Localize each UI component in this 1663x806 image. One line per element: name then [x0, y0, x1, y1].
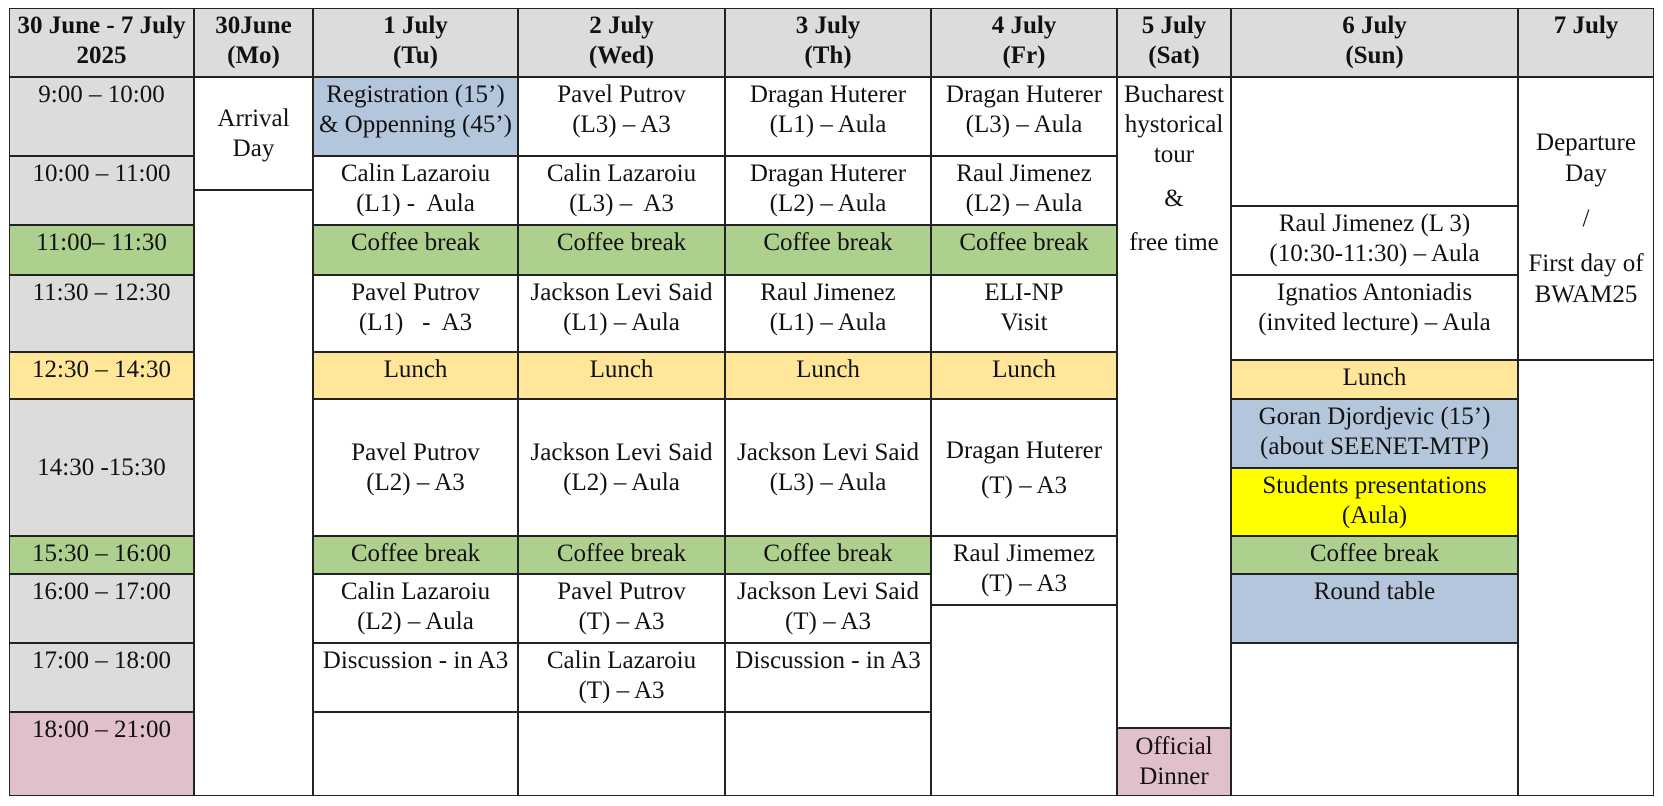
- departure-day-line: [1583, 189, 1589, 203]
- session-lecture-line: Raul Jimenez (L 3): [1278, 210, 1471, 237]
- header-day-3july-line: (Th): [804, 42, 852, 69]
- session-roundtable-label: Round table: [1313, 578, 1436, 605]
- header-day-30june-line: 30June: [215, 12, 292, 39]
- session-lecture: [1231, 275, 1518, 360]
- lunch-break: [725, 352, 931, 399]
- session-lecture-line: Dragan Huterer: [945, 81, 1103, 108]
- time-slot: [9, 352, 194, 399]
- header-day-5july: [1117, 8, 1231, 77]
- excursion-tour-line: tour: [1153, 141, 1195, 168]
- coffee-break: [725, 536, 931, 574]
- session-tutorial-line: (T) – A3: [578, 677, 665, 704]
- excursion-tour-line: Bucharest: [1124, 81, 1224, 108]
- coffee-break-label: Coffee break: [959, 229, 1089, 256]
- time-slot: [9, 225, 194, 275]
- session-tutorial: [518, 643, 725, 712]
- arrival-day-line: Day: [232, 134, 275, 162]
- arrival-day: [194, 77, 313, 190]
- coffee-break: [1231, 536, 1518, 574]
- session-lecture-line: Jackson Levi Said: [530, 279, 713, 306]
- session-tutorial-line: Raul Jimemez: [952, 540, 1096, 567]
- lunch-break: [313, 352, 518, 399]
- session-lecture-line: (L2) – A3: [366, 468, 465, 496]
- session-lecture-line: Jackson Levi Said: [530, 438, 713, 466]
- lunch-break-label: Lunch: [992, 356, 1056, 383]
- coffee-break-label: Coffee break: [763, 229, 893, 256]
- departure-day-line: Departure: [1536, 129, 1636, 156]
- session-roundtable: [1231, 574, 1518, 643]
- empty-slot: [1231, 643, 1518, 796]
- session-discussion: [313, 643, 518, 712]
- session-tutorial: [931, 399, 1117, 536]
- arrival-day-line: Arrival: [217, 104, 290, 132]
- session-lecture-line: (10:30-11:30) – Aula: [1269, 240, 1480, 267]
- time-slot-label: 9:00 – 10:00: [38, 81, 165, 108]
- session-lecture: [931, 156, 1117, 225]
- time-slot: [9, 275, 194, 352]
- session-lecture: [518, 275, 725, 352]
- header-day-6july: [1231, 8, 1518, 77]
- session-lecture-line: (L3) – A3: [572, 111, 671, 138]
- session-tutorial: [931, 536, 1117, 605]
- session-tutorial: [725, 574, 931, 643]
- session-visit-line: ELI-NP: [984, 279, 1064, 306]
- time-slot: [9, 399, 194, 536]
- session-lecture: [725, 156, 931, 225]
- session-lecture: [518, 399, 725, 536]
- time-slot-label: 11:30 – 12:30: [32, 279, 171, 306]
- coffee-break: [313, 536, 518, 574]
- header-day-6july-line: (Sun): [1345, 42, 1404, 69]
- excursion-tour-line: &: [1164, 185, 1184, 212]
- empty-slot: [1231, 77, 1518, 206]
- lunch-break-label: Lunch: [796, 356, 860, 383]
- departure-day-line: BWAM25: [1534, 281, 1638, 308]
- header-day-5july-line: 5 July: [1141, 12, 1207, 39]
- session-lecture-line: (L1) - A3: [358, 309, 473, 336]
- header-day-4july-line: (Fr): [1002, 42, 1046, 69]
- session-lecture-line: Dragan Huterer: [749, 160, 907, 187]
- header-day-30june-line: (Mo): [227, 42, 280, 69]
- session-talk-line: Goran Djordjevic (15’): [1258, 403, 1491, 430]
- header-day-2july-line: (Wed): [588, 42, 655, 69]
- header-period-line: 2025: [76, 42, 127, 69]
- session-lecture: [313, 399, 518, 536]
- time-slot-label: 11:00– 11:30: [36, 229, 167, 256]
- header-day-1july: [313, 8, 518, 77]
- session-tutorial-line: Jackson Levi Said: [737, 578, 919, 605]
- session-registration-line: Registration (15’): [326, 81, 505, 108]
- coffee-break: [518, 225, 725, 275]
- header-day-1july-line: (Tu): [393, 42, 438, 69]
- session-talk: [1231, 399, 1518, 468]
- time-slot-label: 15:30 – 16:00: [32, 540, 171, 567]
- time-slot: [9, 574, 194, 643]
- session-lecture-line: (L3) – Aula: [965, 111, 1083, 138]
- official-dinner-line: Dinner: [1139, 763, 1209, 790]
- header-day-4july: [931, 8, 1117, 77]
- lunch-break-label: Lunch: [1342, 364, 1407, 391]
- session-lecture: [725, 275, 931, 352]
- session-lecture-line: Ignatios Antoniadis: [1276, 279, 1473, 306]
- excursion-tour-line: [1171, 214, 1177, 228]
- session-lecture-line: Pavel Putrov: [557, 81, 686, 108]
- session-visit: [931, 275, 1117, 352]
- session-lecture: [518, 77, 725, 156]
- lunch-break: [931, 352, 1117, 399]
- header-day-30june: [194, 8, 313, 77]
- lunch-break: [1231, 360, 1518, 399]
- lunch-break-label: Lunch: [383, 356, 448, 383]
- session-lecture-line: Pavel Putrov: [351, 438, 480, 466]
- session-lecture: [725, 77, 931, 156]
- coffee-break: [313, 225, 518, 275]
- session-lecture-line: (L2) – Aula: [563, 468, 680, 496]
- official-dinner: [1117, 728, 1231, 796]
- session-lecture: [313, 275, 518, 352]
- session-registration-line: & Oppenning (45’): [318, 111, 513, 138]
- lunch-break: [518, 352, 725, 399]
- session-lecture-line: (L1) – Aula: [563, 309, 680, 336]
- session-lecture-line: (L3) – A3: [569, 190, 674, 217]
- session-discussion-label: Discussion - in A3: [735, 647, 921, 674]
- empty-slot: [518, 712, 725, 796]
- session-lecture-line: (invited lecture) – Aula: [1258, 309, 1491, 336]
- coffee-break-label: Coffee break: [763, 540, 893, 567]
- excursion-tour: [1117, 77, 1231, 728]
- session-tutorial-line: (T) – A3: [980, 570, 1068, 597]
- session-lecture-line: Pavel Putrov: [351, 279, 480, 306]
- coffee-break: [931, 225, 1117, 275]
- coffee-break-label: Coffee break: [350, 540, 481, 567]
- session-tutorial: [518, 574, 725, 643]
- session-lecture-line: (L2) – Aula: [769, 190, 887, 217]
- session-students-line: Students presentations: [1262, 472, 1487, 499]
- coffee-break: [725, 225, 931, 275]
- session-lecture-line: Calin Lazaroiu: [340, 160, 491, 187]
- header-period-line: 30 June - 7 July: [17, 12, 186, 39]
- session-tutorial-line: (T) – A3: [784, 608, 872, 635]
- session-discussion-label: Discussion - in A3: [322, 647, 509, 674]
- time-slot-label: 18:00 – 21:00: [32, 716, 171, 743]
- session-lecture-line: (L2) – Aula: [357, 608, 474, 635]
- coffee-break: [518, 536, 725, 574]
- session-lecture: [313, 574, 518, 643]
- departure-day-line: Day: [1565, 160, 1607, 187]
- session-lecture-line: Raul Jimenez: [956, 160, 1092, 187]
- session-lecture-line: (L2) – Aula: [965, 190, 1083, 217]
- session-lecture-line: (L1) - Aula: [356, 190, 475, 217]
- coffee-break-label: Coffee break: [556, 540, 687, 567]
- session-lecture-line: Jackson Levi Said: [737, 438, 919, 466]
- header-day-6july-line: 6 July: [1342, 12, 1407, 39]
- time-slot-label: 16:00 – 17:00: [32, 578, 171, 605]
- session-lecture: [518, 156, 725, 225]
- empty-slot: [313, 712, 518, 796]
- time-slot-label: 17:00 – 18:00: [32, 647, 171, 674]
- departure-day-line: [1583, 234, 1589, 248]
- session-lecture-line: (L3) – Aula: [769, 468, 887, 496]
- session-lecture: [1231, 206, 1518, 275]
- coffee-break-label: Coffee break: [350, 229, 481, 256]
- departure-day-column: [1518, 360, 1654, 796]
- header-day-7july-line: 7 July: [1553, 12, 1619, 39]
- official-dinner-line: Official: [1135, 733, 1213, 760]
- session-students-line: (Aula): [1341, 502, 1408, 529]
- time-slot-label: 10:00 – 11:00: [32, 160, 171, 187]
- time-slot-label: 12:30 – 14:30: [32, 356, 171, 383]
- departure-day-line: First day of: [1528, 250, 1644, 277]
- time-slot: [9, 712, 194, 796]
- session-lecture-line: (L1) – Aula: [769, 309, 887, 336]
- departure-day: [1518, 77, 1654, 360]
- coffee-break-label: Coffee break: [1309, 540, 1440, 567]
- header-day-2july: [518, 8, 725, 77]
- session-tutorial-line: (T) – A3: [980, 471, 1068, 499]
- header-period: [9, 8, 194, 77]
- excursion-tour-line: hystorical: [1124, 111, 1224, 138]
- session-tutorial-line: Calin Lazaroiu: [546, 647, 697, 674]
- lunch-break-label: Lunch: [589, 356, 654, 383]
- session-tutorial-line: Dragan Huterer: [945, 436, 1103, 464]
- coffee-break-label: Coffee break: [556, 229, 687, 256]
- empty-slot: [931, 605, 1117, 796]
- time-slot: [9, 156, 194, 225]
- arrival-day-column: [194, 190, 313, 796]
- session-registration: [313, 77, 518, 156]
- header-day-3july: [725, 8, 931, 77]
- header-day-3july-line: 3 July: [795, 12, 861, 39]
- header-day-1july-line: 1 July: [383, 12, 448, 39]
- header-day-7july: [1518, 8, 1654, 77]
- empty-slot: [725, 712, 931, 796]
- session-lecture-line: Dragan Huterer: [749, 81, 907, 108]
- session-lecture-line: (L1) – Aula: [769, 111, 887, 138]
- time-slot-label: 14:30 -15:30: [37, 453, 166, 481]
- session-lecture: [313, 156, 518, 225]
- header-day-5july-line: (Sat): [1148, 42, 1200, 69]
- session-talk-line: (about SEENET-MTP): [1260, 433, 1489, 460]
- session-discussion: [725, 643, 931, 712]
- departure-day-line: /: [1582, 205, 1590, 232]
- session-tutorial-line: Pavel Putrov: [557, 578, 686, 605]
- session-lecture-line: Calin Lazaroiu: [546, 160, 697, 187]
- header-day-4july-line: 4 July: [991, 12, 1057, 39]
- excursion-tour-line: [1171, 170, 1177, 184]
- session-lecture-line: Calin Lazaroiu: [340, 578, 491, 605]
- session-visit-line: Visit: [1000, 309, 1048, 336]
- session-lecture-line: Raul Jimenez: [760, 279, 896, 306]
- time-slot: [9, 643, 194, 712]
- time-slot: [9, 77, 194, 156]
- session-lecture: [931, 77, 1117, 156]
- time-slot: [9, 536, 194, 574]
- session-students: [1231, 468, 1518, 536]
- excursion-tour-line: free time: [1129, 229, 1219, 256]
- session-tutorial-line: (T) – A3: [578, 608, 665, 635]
- session-lecture: [725, 399, 931, 536]
- header-day-2july-line: 2 July: [589, 12, 654, 39]
